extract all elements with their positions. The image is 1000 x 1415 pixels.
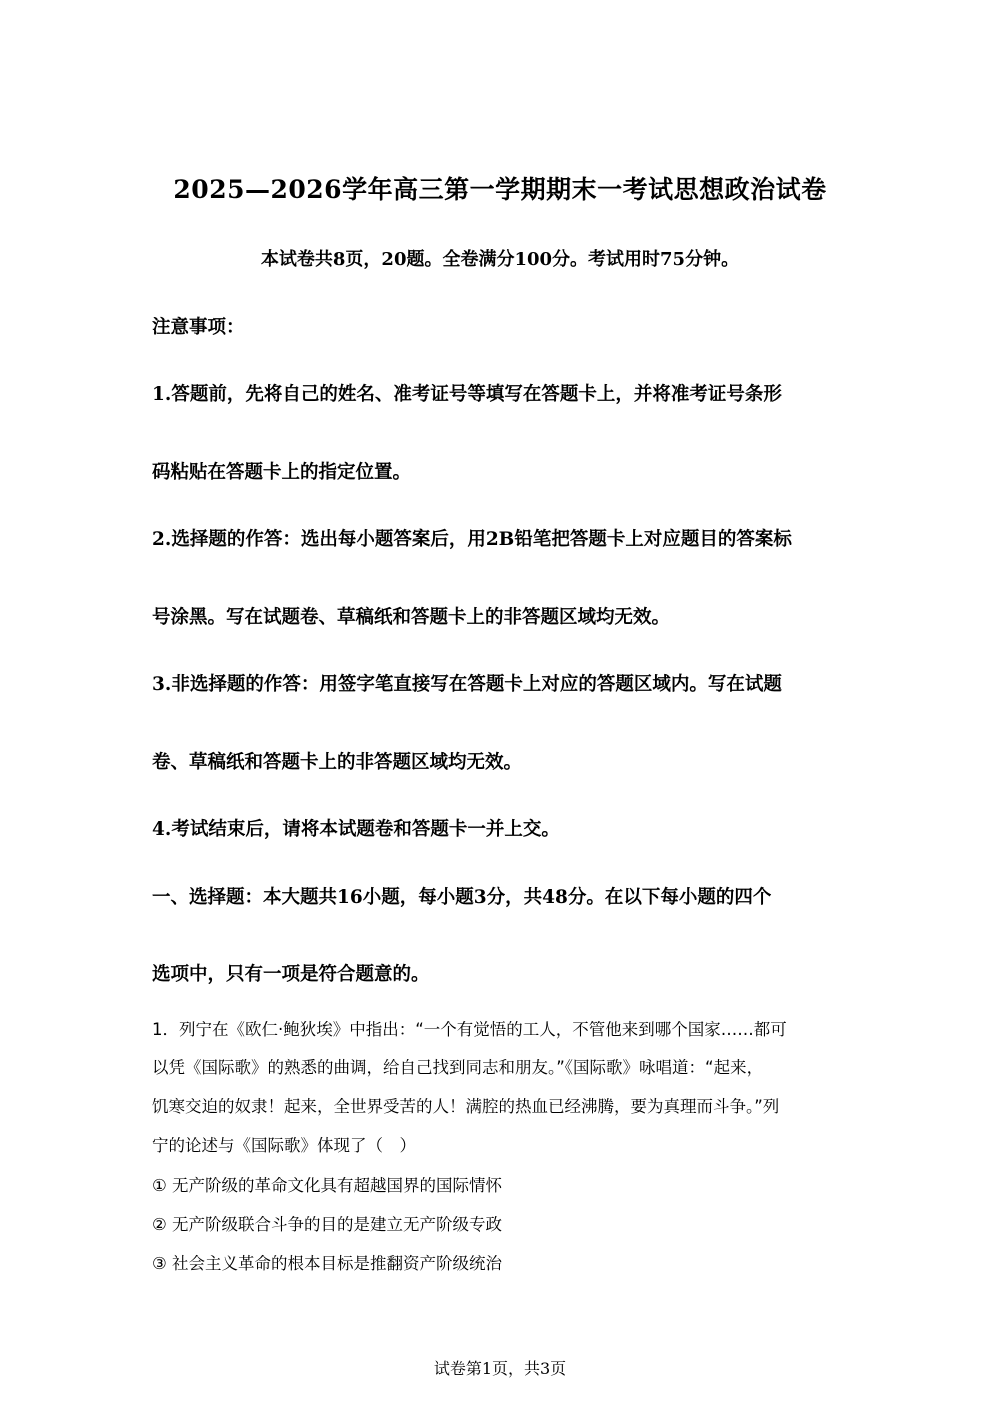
exam-subtitle: 本试卷共8页，20题。全卷满分100分。考试用时75分钟。: [260, 249, 740, 270]
question-1-line-2: 以凭《国际歌》的熟悉的曲调，给自己找到同志和朋友。”《国际歌》咏唱道：“起来，: [152, 1058, 764, 1077]
notice-item-1-line-1: 1.答题前，先将自己的姓名、准考证号等填写在答题卡上，并将准考证号条形: [152, 384, 782, 405]
notice-item-1-line-2: 码粘贴在答题卡上的指定位置。: [152, 462, 412, 483]
notice-item-4: 4.考试结束后，请将本试题卷和答题卡一并上交。: [152, 819, 560, 840]
question-1-option-3: ③ 社会主义革命的根本目标是推翻资产阶级统治: [152, 1254, 503, 1273]
section-heading-line-2: 选项中，只有一项是符合题意的。: [152, 964, 430, 985]
question-1-line-4: 宁的论述与《国际歌》体现了（ ）: [152, 1136, 416, 1155]
page-footer: 试卷第1页，共3页: [433, 1359, 567, 1378]
question-1-line-1: 1．列宁在《欧仁·鲍狄埃》中指出：“一个有觉悟的工人，不管他来到哪个国家……都可: [152, 1020, 787, 1039]
notice-item-2-line-1: 2.选择题的作答：选出每小题答案后，用2B铅笔把答题卡上对应题目的答案标: [152, 529, 792, 550]
exam-title: 2025—2026学年高三第一学期期末一考试思想政治试卷: [173, 175, 827, 204]
question-1-option-1: ① 无产阶级的革命文化具有超越国界的国际情怀: [152, 1176, 503, 1195]
section-heading-line-1: 一、选择题：本大题共16小题，每小题3分，共48分。在以下每小题的四个: [152, 887, 772, 908]
notice-heading: 注意事项：: [152, 317, 245, 338]
notice-item-3-line-2: 卷、草稿纸和答题卡上的非答题区域均无效。: [152, 752, 523, 773]
question-1-option-2: ② 无产阶级联合斗争的目的是建立无产阶级专政: [152, 1215, 503, 1234]
question-1-line-3: 饥寒交迫的奴隶！起来，全世界受苦的人！满腔的热血已经沸腾，要为真理而斗争。”列: [152, 1097, 780, 1116]
notice-item-3-line-1: 3.非选择题的作答：用签字笔直接写在答题卡上对应的答题区域内。写在试题: [152, 674, 782, 695]
notice-item-2-line-2: 号涂黑。写在试题卷、草稿纸和答题卡上的非答题区域均无效。: [152, 607, 671, 628]
